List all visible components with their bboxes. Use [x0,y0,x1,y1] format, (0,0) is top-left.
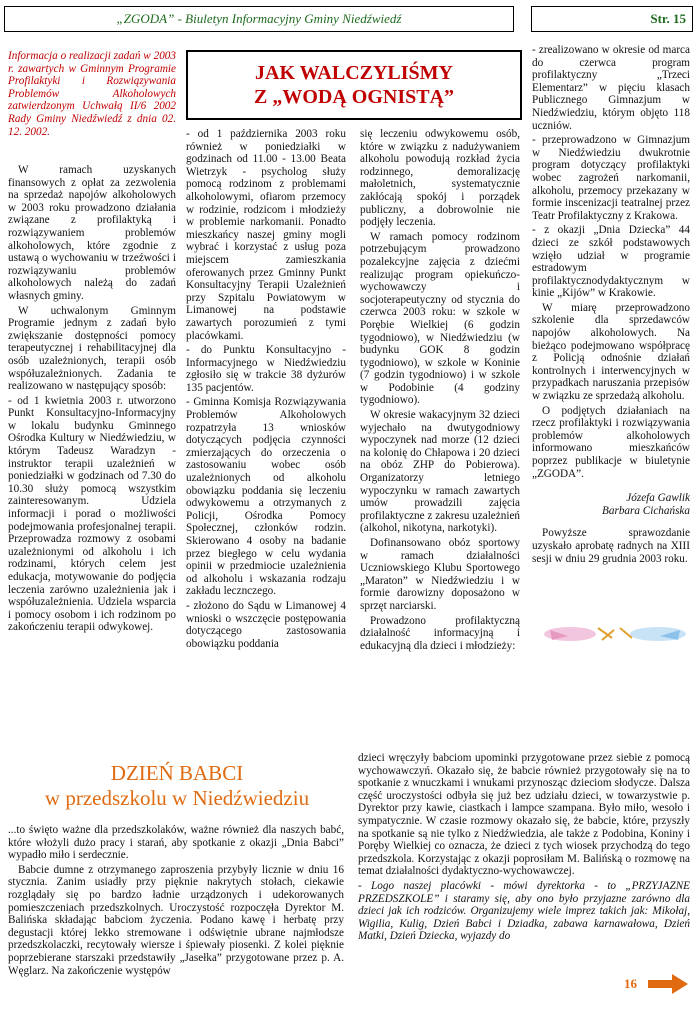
article2-right-column [358,752,690,945]
article-column-1 [8,164,176,636]
paragraph: W miarę przeprowadzono szkolenie dla sprzedawców napojów alkoholowych. Na bieżąco podejmowano współpracę z Policją odnośnie działań kontrolnych i interwencyjnych w przypadkach naruszania przepisów w związku ze sprzedażą alkoholu. [532,301,690,403]
bulletin-header [4,6,514,32]
article2-left-column [8,824,344,979]
paragraph: - zrealizowano w okresie od marca do czerwca program profilaktyczny „Trzeci Elementarz” w pięciu klasach Publicznego Gimnazjum w Niedźwiedziu, którym objęto 118 uczniów. [532,44,690,132]
article2-title-line2: w przedszkolu w Niedźwiedziu [44,786,310,810]
signature-1: Józefa Gawlik [626,492,690,505]
article-column-4 [532,44,690,567]
paragraph: Babcie dumne z otrzymanego zaproszenia przybyły licznie w dniu 16 stycznia. Zanim usiadły przy pięknie nakrytych stołach, ciekawie rozglądały się po bardzo ładnie urządzonych i udekorowanych pomieszczeniach przedszkolnych. Uroczystość rozpoczęła Dyrektor M. Balińska składając babciom życzenia. Podano kawę i herbatę przy degustacji której lekko stremowane i odświętnie ubrane najmłodsze przedszkolaczki, recytowały wiersze i śpiewały piosenki. Z kolei pięknie poprzebierane starszaki przedstawiły „Jasełka” przygotowane przez p. A. Węglarz. Na zakończenie występów [8,863,344,977]
article-title-box [186,50,522,120]
paragraph: O podjętych działaniach na rzecz profilaktyki i rozwiązywania problemów alkoholowych informowano mieszkańców poprzez publikacje w biuletynie „ZGODA”. [532,404,690,480]
paragraph: - Gminna Komisja Rozwiązywania Problemów Alkoholowych rozpatrzyła 13 wniosków dotyczących podjęcia czynności zmierzających do orzeczenia o zastosowaniu wobec osób uzależnionych od alkoholu obowiązku poddania się leczeniu odwykowemu a otrzymanych z Policji, Ośrodka Pomocy Społecznej, członków rodzin. Skierowano 4 osoby na badanie przez biegłego w celu wydania opinii w przedmiocie uzależnienia od alkoholu i wskazania rodzaju zakładu lecznczego. [186,396,346,598]
paragraph: W ramach uzyskanych finansowych z opłat za zezwolenia na sprzedaż napojów alkoholowych w 2003 roku prowadzono działania związane z profilaktyką i rozwiązywaniem problemów alkoholowych, które zgodnie z ustawą o wychowaniu w trzeźwości i rozwiązywaniu problemów alkoholowych należą do zadań własnych gminy. [8,164,176,302]
paragraph: - przeprowadzono w Gimnazjum w Niedźwiedziu dwukrotnie program dotyczący profilaktyki wobec zagrożeń narkomanii, alkoholu, przemocy przekazany w formie inscenizacji teatralnej przez Teatr Profilaktyczny z Krakowa. [532,134,690,222]
approval-note: Powyższe sprawozdanie uzyskało aprobatę radnych na XIII sesji w dniu 29 grudnia 2003 roku. [532,527,690,565]
toast-glasses-illustration [540,620,692,646]
page-number: Str. 15 [650,11,686,26]
article-column-3 [360,128,520,654]
article-column-2 [186,128,346,652]
article-title-line2: Z „WODĄ OGNISTĄ” [253,86,455,108]
paragraph: - od 1 października 2003 roku również w poniedziałki w godzinach od 11.00 - 13.00 Beata Wietrzyk - psycholog służy pomocą rodzinom z problemami alkoholowymi, ofiarom przemocy w rodzinie, rodzicom i młodzieży w problemie narkomanii. Ponadto mieszkańcy naszej gminy mogli wybrać i korzystać z usług poza miejscem zamieszkania oferowanych przez Gminny Punkt Konsultacyjny Terapii Uzależnień przy Szpitalu Powiatowym w Limanowej na podstawie zawartych porozumień z tymi placówkami. [186,128,346,342]
paragraph: - do Punktu Konsultacyjno - Informacyjnego w Niedźwiedziu zgłosiło się w trakcie 38 dyżurów 135 pacjentów. [186,344,346,394]
next-page-number: 16 [624,976,637,991]
paragraph: Dofinansowano obóz sportowy w ramach działalności Uczniowskiego Klubu Sportowego „Maraton” w Niedźwiedziu i w formie darowizny doposażono w sprzęt narciarski. [360,537,520,612]
article-intro: Informacja o realizacji zadań w 2003 r. zawartych w Gminnym Programie Profilaktyki i Rozwiązywania Problemów Alkoholowych zatwierdzonym Uchwałą II/6 2002 Rady Gminy Niedźwiedź z dnia 02. 12. 2002. [8,50,176,138]
article-title-line1: JAK WALCZYLIŚMY [255,62,453,84]
signature-2: Barbara Cichańska [602,504,690,517]
bulletin-title: „ZGODA” - Biuletyn Informacyjny Gminy Niedźwiedź [116,11,402,26]
paragraph: ...to święto ważne dla przedszkolaków, ważne również dla naszych babć, które włożyli dużo pracy i starań, aby spotkanie z okazji „Dnia Babci” wypadło miło i serdecznie. [8,824,344,862]
paragraph: dzieci wręczyły babciom upominki przygotowane przez siebie z pomocą wychowawczyń. Okazało się, że babcie również przygotowały się na to spotkanie z wnuczkami i wnukami przynosząc dzieciom słodycze. Dalsza część uroczystości odbyła się już bez udziału dzieci, w towarzystwie p. Dyrektor przy kawie, ciastkach i lampce szampana. Było miło, wesoło i sympatycznie. W czasie rozmowy okazało się, że babcie, które, przyszły na spotkanie są nie tylko z Niedźwiedzia, ale także z Podobina, Koniny i Poręby Wielkiej co oznacza, że dzieci z tych wiosek przychodzą do tego przedszkola. Korzystając z okazji poprosiłam M. Balińską o rozmowę na temat działalności dydaktyczno-wychowawczej. [358,752,690,878]
page-number-box [531,6,693,32]
paragraph: W ramach pomocy rodzinom potrzebującym prowadzono pozalekcyjne zajęcia z dziećmi realizując program opiekuńczo-wychowawczy i socjoterapeutyczny od stycznia do czerwca 2003 roku: w szkole w Porębie Wielkiej (6 godzin tygodniowo), w Niedźwiedziu (w budynku GOK 8 godzin tygodniowo), w szkole w Koninie (7 godzin tygodniowo) i w szkole w Podobinie (4 godziny tygodniowo). [360,230,520,407]
article2-title-line1: DZIEŃ BABCI [110,761,244,785]
paragraph: się leczeniu odwykowemu osób, które w związku z nadużywaniem alkoholu powodują rozkład życia rodzinnego, demoralizację małoletnich, systematycznie zakłócają spokój i porządek publiczny, a dobrowolnie nie podjęły leczenia. [360,128,520,229]
paragraph: - od 1 kwietnia 2003 r. utworzono Punkt Konsultacyjno-Informacyjny w lokalu budynku Gminnego Ośrodka Kultury w Niedźwiedziu, w którym Tadeusz Waradzyn - instruktor terapii uzależnień w poniedziałki w godzinach od 7.30 do 10.30 służy pomocą wszystkim zainteresowanym. Udziela informacji i porad o możliwości podejmowania profesjonalnej terapii. Przeprowadza rozmowy z osobami uzależnionymi od alkoholu i ich rodzinami, których celem jest edukacja, motywowanie do podjęcia leczenia zarówno uzależnienia jak i współuzależnienia. Udziela wsparcia i pomocy osobom i ich rodzinom po zakończeniu terapii odwykowej. [8,394,176,634]
paragraph: - z okazji „Dnia Dziecka” 44 dzieci ze szkół podstawowych wzięło udział w programie estradowym profilaktycznodydaktycznym w kinie „Kijów” w Krakowie. [532,224,690,300]
next-page-arrow-icon [646,972,690,996]
paragraph: W uchwalonym Gminnym Programie jednym z zadań było zwiększanie dostępności pomocy terapeutycznej i rehabilitacyjnej dla osób uzależnionych, terapii osób współuzależnionych. Zadania te realizowano w następujący sposób: [8,304,176,393]
director-quote: - Logo naszej placówki - mówi dyrektorka - to „PRZYJAZNE PRZEDSZKOLE” i staramy się, aby ono było przyjazne zarówno dla dzieci jak ich rodziców. Organizujemy wiele imprez takich jak: Mikołaj, Wigilia, Kulig, Dzień Babci i Dziadka, zabawa karnawałowa, Dzień Matki, Dzień Dziecka, wyjazdy do [358,879,690,943]
paragraph: Prowadzono profilaktyczną działalność informacyjną i edukacyjną dla dzieci i młodzieży: [360,614,520,652]
paragraph: W okresie wakacyjnym 32 dzieci wyjechało na dwutygodniowy wypoczynek nad morze (12 dzieci na kolonię do Chłapowa i 20 dzieci na obóz ZHP do Pobierowa). Organizatorzy letniego wypoczynku w ramach zawartych umów prowadzili zajęcia profilaktyczne z zakresu uzależnień (alkohol, nikotyna, narkotyki). [360,409,520,535]
paragraph: - złożono do Sądu w Limanowej 4 wnioski o wszczęcie postępowania dotyczącego zastosowania obowiązku poddania [186,599,346,650]
